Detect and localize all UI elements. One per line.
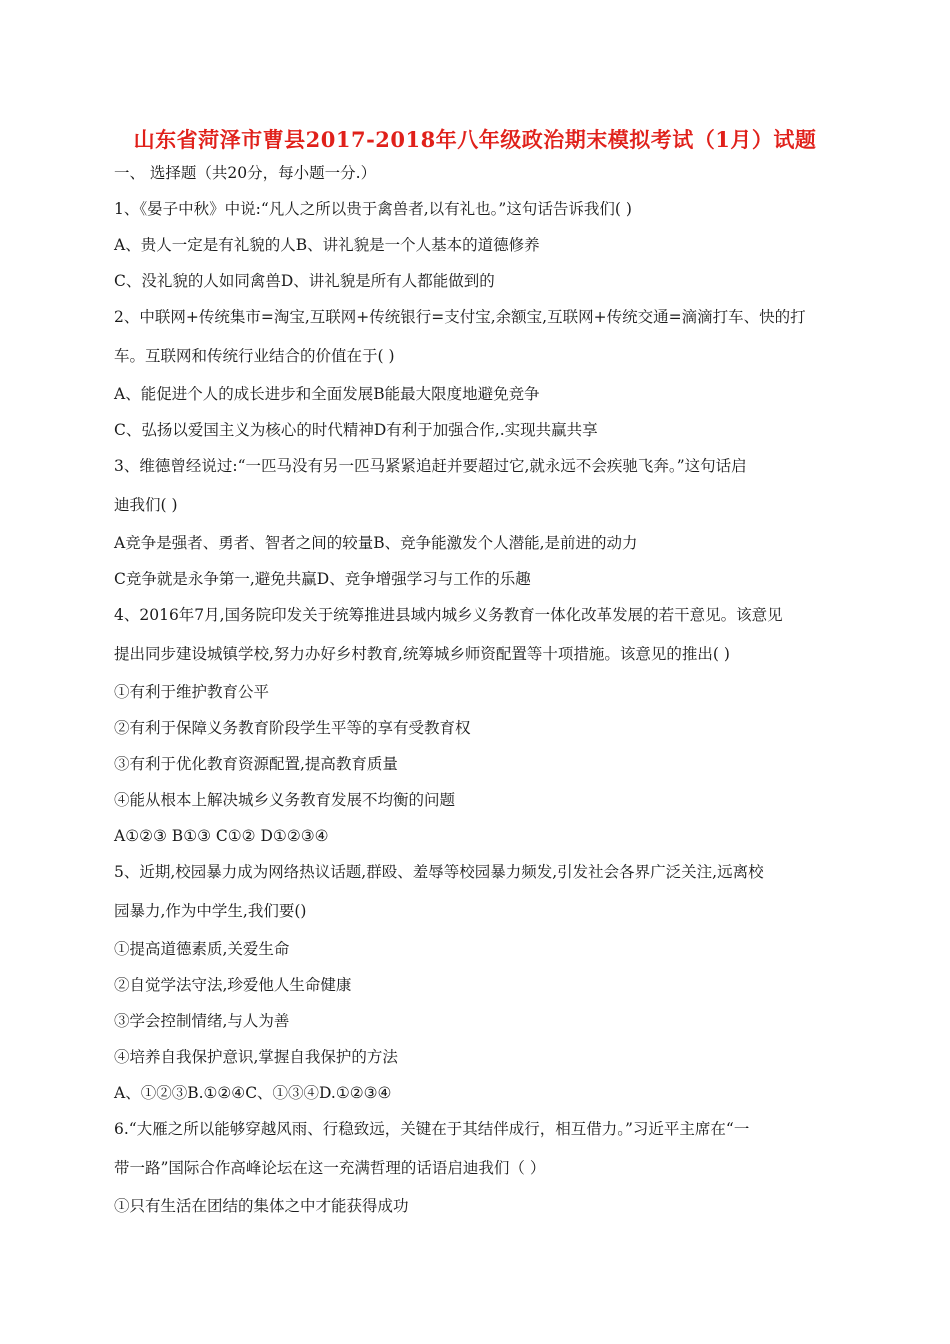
question-4-statement-1: ①有利于维护教育公平 (114, 683, 270, 701)
question-5-stem-continued: 园暴力,作为中学生,我们要() (114, 902, 307, 920)
question-3-stem-continued: 迪我们( ) (114, 496, 178, 514)
question-4-statement-4: ④能从根本上解决城乡义务教育发展不均衡的问题 (114, 791, 456, 809)
question-4-statement-3: ③有利于优化教育资源配置,提高教育质量 (114, 755, 398, 773)
section-heading: 一、 选择题（共20分，每小题一分.） (114, 164, 377, 182)
question-1-options-cd: C、没礼貌的人如同禽兽D、讲礼貌是所有人都能做到的 (114, 272, 495, 290)
question-4-stem: 4、2016年7月,国务院印发关于统筹推进县域内城乡义务教育一体化改革发展的若干意见。该意见 (114, 606, 783, 624)
question-1-stem: 1、《晏子中秋》中说:“凡人之所以贵于禽兽者,以有礼也。”这句话告诉我们( ) (114, 200, 632, 218)
question-1-options-ab: A、贵人一定是有礼貌的人B、讲礼貌是一个人基本的道德修养 (114, 236, 540, 254)
question-2-stem-continued: 车。互联网和传统行业结合的价值在于( ) (114, 347, 395, 365)
question-5-statement-3: ③学会控制情绪,与人为善 (114, 1012, 290, 1030)
question-2-options-ab: A、能促进个人的成长进步和全面发展B能最大限度地避免竞争 (114, 385, 540, 403)
question-2-stem: 2、中联网+传统集市=淘宝,互联网+传统银行=支付宝,余额宝,互联网+传统交通=滴滴打车、快的打 (114, 308, 806, 326)
question-3-stem: 3、维德曾经说过:“一匹马没有另一匹马紧紧追赶并要超过它,就永远不会疾驰飞奔。”这句话启 (114, 457, 747, 475)
question-2-options-cd: C、弘扬以爱国主义为核心的时代精神D有利于加强合作,.实现共赢共享 (114, 421, 598, 439)
question-5-stem: 5、近期,校园暴力成为网络热议话题,群殴、羞辱等校园暴力频发,引发社会各界广泛关注,远离校 (114, 863, 764, 881)
question-6-statement-1: ①只有生活在团结的集体之中才能获得成功 (114, 1197, 409, 1215)
question-4-stem-continued: 提出同步建设城镇学校,努力办好乡村教育,统筹城乡师资配置等十项措施。该意见的推出( ) (114, 645, 730, 663)
question-5-statement-1: ①提高道德素质,关爱生命 (114, 940, 290, 958)
document-title: 山东省菏泽市曹县2017-2018年八年级政治期末模拟考试（1月）试题 (133, 127, 817, 152)
question-4-statement-2: ②有利于保障义务教育阶段学生平等的享有受教育权 (114, 719, 471, 737)
question-3-options-cd: C竞争就是永争第一,避免共赢D、竞争增强学习与工作的乐趣 (114, 570, 531, 588)
question-6-stem: 6.“大雁之所以能够穿越风雨、行稳致远，关键在于其结伴成行，相互借力。”习近平主席在“一 (114, 1120, 750, 1138)
question-4-options: A①②③ B①③ C①② D①②③④ (114, 827, 329, 845)
question-3-options-ab: A竞争是强者、勇者、智者之间的较量B、竞争能激发个人潜能,是前进的动力 (114, 534, 638, 552)
question-5-statement-4: ④培养自我保护意识,掌握自我保护的方法 (114, 1048, 398, 1066)
question-6-stem-continued: 带一路”国际合作高峰论坛在这一充满哲理的话语启迪我们（ ） (114, 1159, 546, 1177)
question-5-options: A、①②③B.①②④C、①③④D.①②③④ (114, 1084, 392, 1102)
question-5-statement-2: ②自觉学法守法,珍爱他人生命健康 (114, 976, 352, 994)
